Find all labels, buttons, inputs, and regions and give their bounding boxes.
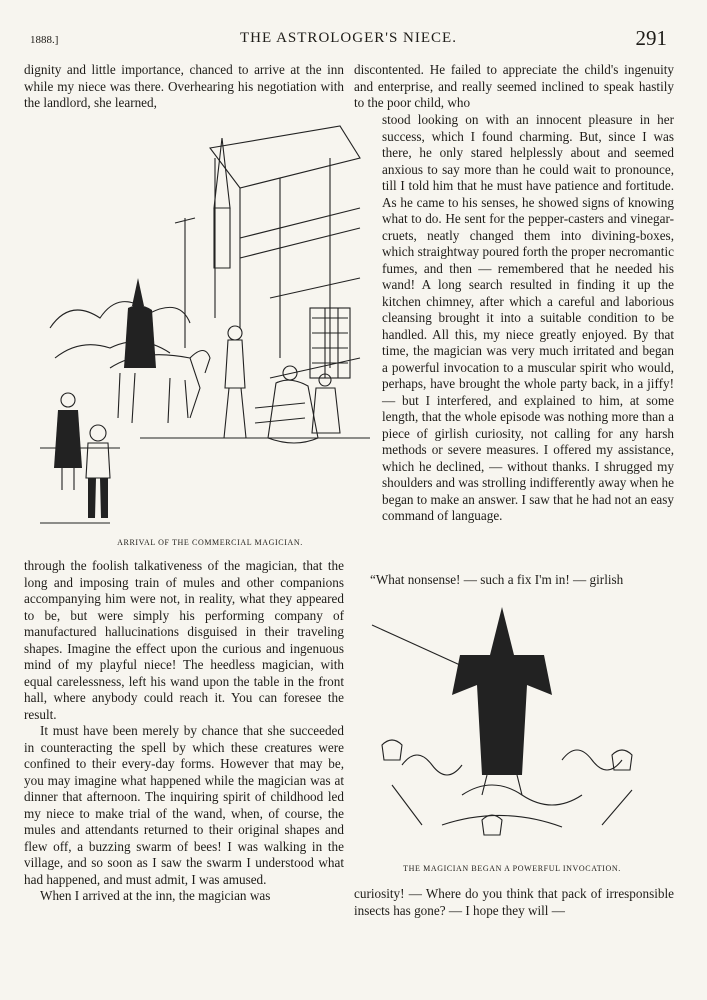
left-top-paragraph: dignity and little importance, chanced to arrive at the inn while my niece was there. Overhearing his negotiation with the landlord, she learned, — [24, 62, 344, 110]
figure-caption-arrival: ARRIVAL OF THE COMMERCIAL MAGICIAN. — [117, 538, 303, 547]
right-column-top — [354, 62, 674, 112]
left-column-lower — [24, 558, 344, 905]
header-title: THE ASTROLOGER'S NIECE. — [240, 30, 457, 46]
left-paragraph-continued: through the foolish talkativeness of the magician, that the long and imposing train of mules and other companions accompanying him were not, in reality, what they appeared to be, but were simply his performing company of manufactured hallucinations disguised in their traveling shapes. Imagine the effect upon the curious and ingenuous mind of my playful niece! The heedless magician, with equal carelessness, left his wand upon the table in the front hall, where anybody could reach it. You can foresee the result. — [24, 558, 344, 722]
right-top-paragraph: discontented. He failed to appreciate the child's ingenuity and enterprise, and really seemed inclined to speak hastily to the poor child, who — [354, 62, 674, 110]
page-number: 291 — [635, 26, 667, 50]
running-header — [30, 26, 667, 50]
right-column-bottom — [354, 886, 674, 919]
right-paragraph-continued: stood looking on with an innocent pleasure in her success, which I found charming. But, since I was there, he only stared helplessly about and seemed anxious to say more than he could wait to pronounce, till I told him that he must have patience and fortitude. As he came to his senses, he showed signs of knowing what to do. He sent for the pepper-casters and vinegar-cruets, neatly changed them into divining-boxes, which straightway poured forth the proper necromantic fumes, and then — remembered that he needed his wand! A long search resulted in finding it up the kitchen chimney, after which a careful and laborious cleansing brought it into a suitable condition to be handled. All this, my niece greatly enjoyed. By that time, the magician was very much irritated and began a powerful invocation to a muscular spirit who would, perhaps, have brought the whole party back, in a jiffy! — but I interfered, and explained to him, at some length, that the whole episode was nothing more than a piece of girlish curiosity, not calling for any harsh methods or severe measures. I offered my assistance, which he declined, — without thanks. I shrugged my shoulders and was strolling indifferently away when he began to make an answer. I saw that he had not an easy command of language. — [382, 112, 674, 523]
right-quote-line: “What nonsense! — such a fix I'm in! — girlish — [370, 572, 624, 587]
left-column — [24, 62, 344, 112]
illustration-magician-invocation — [362, 595, 662, 855]
right-column-narrow — [382, 112, 674, 525]
figure-caption-invocation: THE MAGICIAN BEGAN A POWERFUL INVOCATION. — [403, 864, 621, 873]
left-paragraph-2: It must have been merely by chance that she succeeded in counteracting the spell by which these creatures were confined to their every-day forms. However that may be, you may imagine what happened while the magician was at dinner that afternoon. The inquiring spirit of childhood led my niece to make trial of the wand, when, of course, the mules and attendants returned to their original shapes and flew off, a buzzing swarm of bees! I was walking in the village, and so soon as I saw the swarm I understood what had happened, and must admit, I was amused. — [24, 723, 344, 887]
header-year: 1888.] — [30, 34, 59, 46]
right-quote-line-wrap — [354, 572, 674, 589]
illustration-arrival-of-magician — [40, 118, 370, 530]
left-paragraph-3: When I arrived at the inn, the magician was — [40, 888, 271, 903]
right-paragraph-bottom: curiosity! — Where do you think that pack of irresponsible insects has gone? — I hope they will — — [354, 886, 674, 918]
